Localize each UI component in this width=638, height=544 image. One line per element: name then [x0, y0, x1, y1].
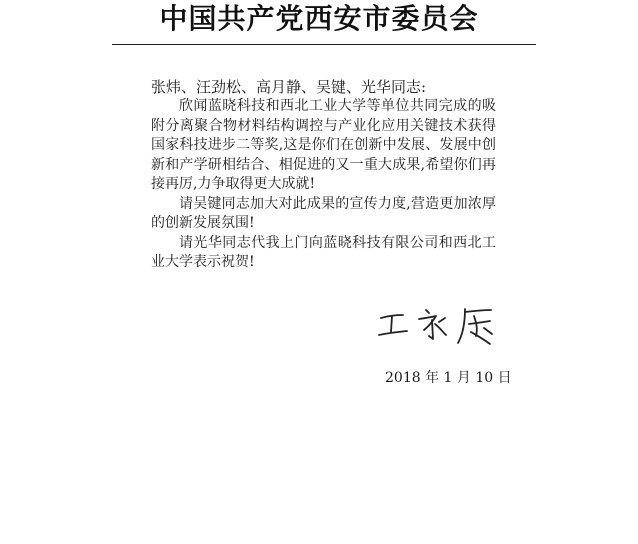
letterhead-title: 中国共产党西安市委员会: [159, 2, 479, 35]
body-paragraph: 欣闻蓝晓科技和西北工业大学等单位共同完成的吸附分离聚合物材料结构调控与产业化应用关键技术获得国家科技进步二等奖,这是你们在创新中发展、发展中创新和产学研相结合、相促进的又一重大成果,希望你们再接再厉,力争取得更大成就!: [151, 98, 496, 192]
letter-body: [151, 97, 496, 273]
letterhead-rule: [112, 44, 536, 45]
handwritten-signature: [372, 298, 512, 354]
salutation: 张炜、汪劲松、高月静、吴键、光华同志:: [151, 78, 427, 96]
body-paragraph: 请吴键同志加大对此成果的宣传力度,营造更加浓厚的创新发展氛围!: [151, 195, 496, 231]
body-paragraph: 请光华同志代我上门向蓝晓科技有限公司和西北工业大学表示祝贺!: [151, 234, 496, 270]
letter-date: 2018 年 1 月 10 日: [385, 370, 512, 386]
